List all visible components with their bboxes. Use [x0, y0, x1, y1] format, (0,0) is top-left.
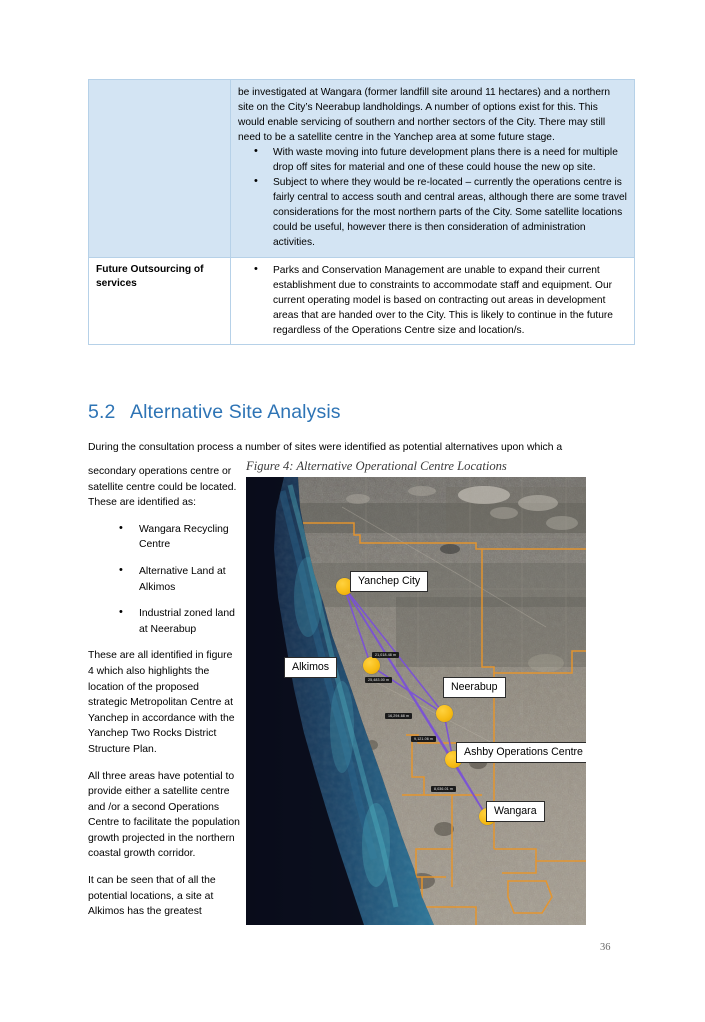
- consultation-feedback-table: [88, 79, 635, 345]
- list-item: • With waste moving into future development plans there is a need for multiple drop off sites for material and one of these could house the new op site.: [238, 145, 627, 175]
- map-label-neerabup[interactable]: Neerabup: [443, 677, 506, 698]
- row-label: Future Outsourcing of services: [96, 263, 204, 289]
- distance-label: 8,036.01 m: [431, 786, 456, 792]
- paragraph: These are all identified in figure 4 which also highlights the location of the proposed strategic Metropolitan Centre at Yanchep in accordance with the Yanchep Two Rocks District Structure Plan.: [88, 650, 235, 755]
- list-item: • Subject to where they would be re-located – currently the operations centre is fairly central to access south and central areas, although there are some travel considerations for the most northern parts of the City. Some satellite locations could be useful, however there is then consideration of administration activities.: [238, 175, 627, 250]
- list-item: • Alternative Land at Alkimos: [88, 564, 240, 595]
- list-item: • Industrial zoned land at Neerabup: [88, 606, 240, 637]
- table-row: [89, 80, 635, 258]
- site-options-list: [88, 522, 240, 638]
- left-text-column: [88, 464, 240, 920]
- lead-paragraph: be investigated at Wangara (former landfill site around 11 hectares) and a northern site on the City’s Neerabup landholdings. A number of options exist for this. This would enable servicing of southern and norther sectors of the City. There may still need to be a satellite centre in the Yanchep area at some future stage.: [238, 87, 611, 144]
- intro-paragraph: During the consultation process a number of sites were identified as potential alternatives upon which a: [88, 442, 563, 453]
- paragraph: secondary operations centre or satellite centre could be located. These are identified as:: [88, 466, 237, 509]
- list-item: • Wangara Recycling Centre: [88, 522, 240, 553]
- map-label-ashby-operations-centre[interactable]: Ashby Operations Centre: [456, 742, 586, 763]
- distance-label: 21,018.48 m: [372, 652, 399, 658]
- map-label-alkimos[interactable]: Alkimos: [284, 657, 337, 678]
- bullet-list: [238, 263, 627, 338]
- paragraph: It can be seen that of all the potential locations, a site at Alkimos has the greatest: [88, 875, 216, 918]
- bullet-list: [238, 145, 627, 250]
- section-heading: [88, 401, 341, 424]
- heading-number: 5.2: [88, 401, 116, 423]
- list-item: • Parks and Conservation Management are unable to expand their current establishment due to constraints to accommodate staff and equipment. Our current operating model is based on contracting out areas in development areas that are handed over to the City. This is likely to continue in the future regardless of the Operations Centre size and location/s.: [238, 263, 627, 338]
- map-label-yanchep-city[interactable]: Yanchep City: [350, 571, 428, 592]
- table-cell-label: [89, 257, 231, 344]
- page-title: Alternative Site Analysis: [130, 401, 341, 423]
- table-row: [89, 257, 635, 344]
- table-cell-label: [89, 80, 231, 258]
- map-label-wangara[interactable]: Wangara: [486, 801, 545, 822]
- paragraph: All three areas have potential to provide either a satellite centre and /or a second Operations Centre to facilitate the population growth projected in the northern coastal growth corridor.: [88, 770, 240, 860]
- table-cell-content: [231, 257, 635, 344]
- figure-caption: Figure 4: Alternative Operational Centre Locations: [246, 459, 507, 473]
- figure-map-image: [246, 477, 586, 925]
- distance-label: 9,121.06 m: [411, 736, 436, 742]
- distance-label: 16,294.68 m: [385, 713, 412, 719]
- satellite-map-graphic: [246, 477, 586, 925]
- map-marker-neerabup[interactable]: [436, 705, 453, 722]
- table-cell-content: [231, 80, 635, 258]
- distance-label: 25,483.00 m: [365, 677, 392, 683]
- page-number: 36: [600, 942, 611, 953]
- map-marker-alkimos[interactable]: [363, 657, 380, 674]
